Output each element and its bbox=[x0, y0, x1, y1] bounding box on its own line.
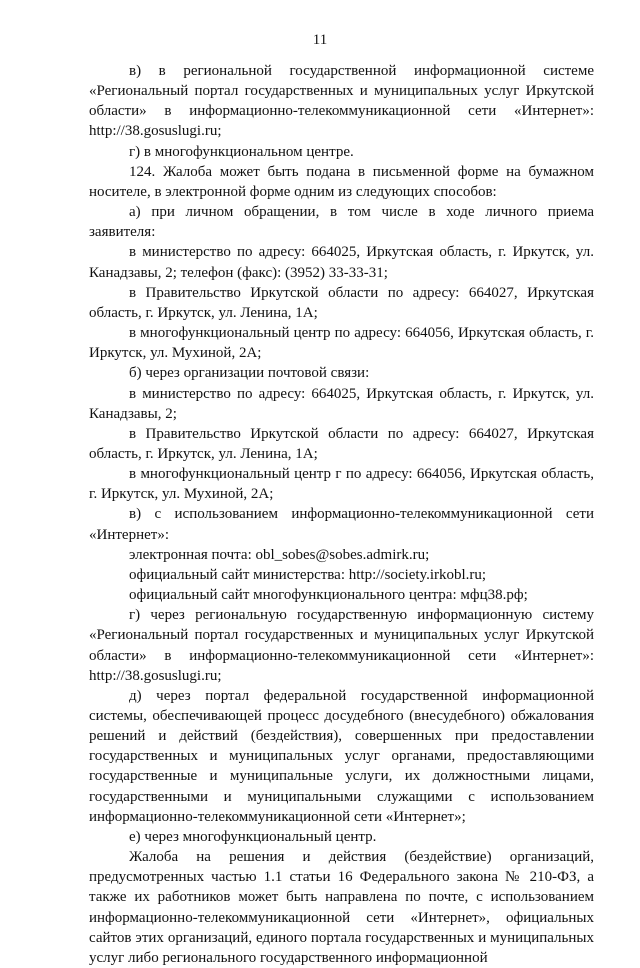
paragraph-v-internet: в) с использованием информационно-телекоммуникационной сети «Интернет»: bbox=[89, 506, 594, 543]
document-body bbox=[89, 61, 594, 968]
paragraph-postal-mfc-address: в многофункциональный центр г по адресу: 664056, Иркутская область, г. Иркутск, ул. Мухиной, 2А; bbox=[89, 466, 594, 503]
paragraph-mfc-site: официальный сайт многофункционального центра: мфц38.рф; bbox=[129, 587, 528, 604]
paragraph-government-address: в Правительство Иркутской области по адресу: 664027, Иркутская область, г. Иркутск, ул. Ленина, 1А; bbox=[89, 284, 594, 321]
page-number: 11 bbox=[312, 32, 328, 48]
paragraph-ministry-address: в министерство по адресу: 664025, Иркутская область, г. Иркутск, ул. Канадзавы, 2; телефон (факс): (3952) 33-33-31; bbox=[89, 244, 594, 281]
paragraph-124-complaint-methods: 124. Жалоба может быть подана в письменной форме на бумажном носителе, в электронной форме одним из следующих способов: bbox=[89, 163, 594, 200]
paragraph-a-personal-appeal: а) при личном обращении, в том числе в ходе личного приема заявителя: bbox=[89, 204, 594, 241]
paragraph-postal-government-address: в Правительство Иркутской области по адресу: 664027, Иркутская область, г. Иркутск, ул. Ленина, 1А; bbox=[89, 425, 594, 462]
paragraph-mfc-address: в многофункциональный центр по адресу: 664056, Иркутская область, г. Иркутск, ул. Мухиной, 2А; bbox=[89, 325, 594, 362]
paragraph-email: электронная почта: obl_sobes@sobes.admirk.ru; bbox=[129, 546, 430, 563]
paragraph-b-postal: б) через организации почтовой связи: bbox=[129, 365, 370, 382]
paragraph-e-mfc: е) через многофункциональный центр. bbox=[129, 828, 377, 845]
paragraph-organizations-complaint: Жалоба на решения и действия (бездействие) организаций, предусмотренных частью 1.1 статьи 16 Федерального закона № 210-ФЗ, а также их работников может быть направлена по почте, с использованием информационно-телекоммуникационной сети «Интернет», официальных сайтов этих организаций, единого портала государственных и муниципальных услуг либо регионального государственного информационной bbox=[89, 849, 594, 966]
paragraph-ministry-site: официальный сайт министерства: http://society.irkobl.ru; bbox=[129, 566, 487, 583]
paragraph-g-mfc: г) в многофункциональном центре. bbox=[129, 143, 354, 160]
paragraph-g-regional-portal: г) через региональную государственную информационную систему «Региональный портал государственных и муниципальных услуг Иркутской области» в информационно-телекоммуникационной сети «Интернет»: http://38.gosuslugi.ru; bbox=[89, 607, 594, 684]
paragraph-d-federal-portal: д) через портал федеральной государственной информационной системы, обеспечивающей процесс досудебного (внесудебного) обжалования решений и действий (бездействия), совершенных при предоставлении государственных и муниципальных услуг органами, предоставляющими государственные и муниципальные услуги, их должностными лицами, государственными и муниципальными служащими с использованием информационно-телекоммуникационной сети «Интернет»; bbox=[89, 687, 594, 825]
paragraph-v-regional-system: в) в региональной государственной информационной системе «Региональный портал государственных и муниципальных услуг Иркутской области» в информационно-телекоммуникационной сети «Интернет»: http://38.gosuslugi.ru; bbox=[89, 63, 594, 140]
paragraph-postal-ministry-address: в министерство по адресу: 664025, Иркутская область, г. Иркутск, ул. Канадзавы, 2; bbox=[89, 385, 594, 422]
